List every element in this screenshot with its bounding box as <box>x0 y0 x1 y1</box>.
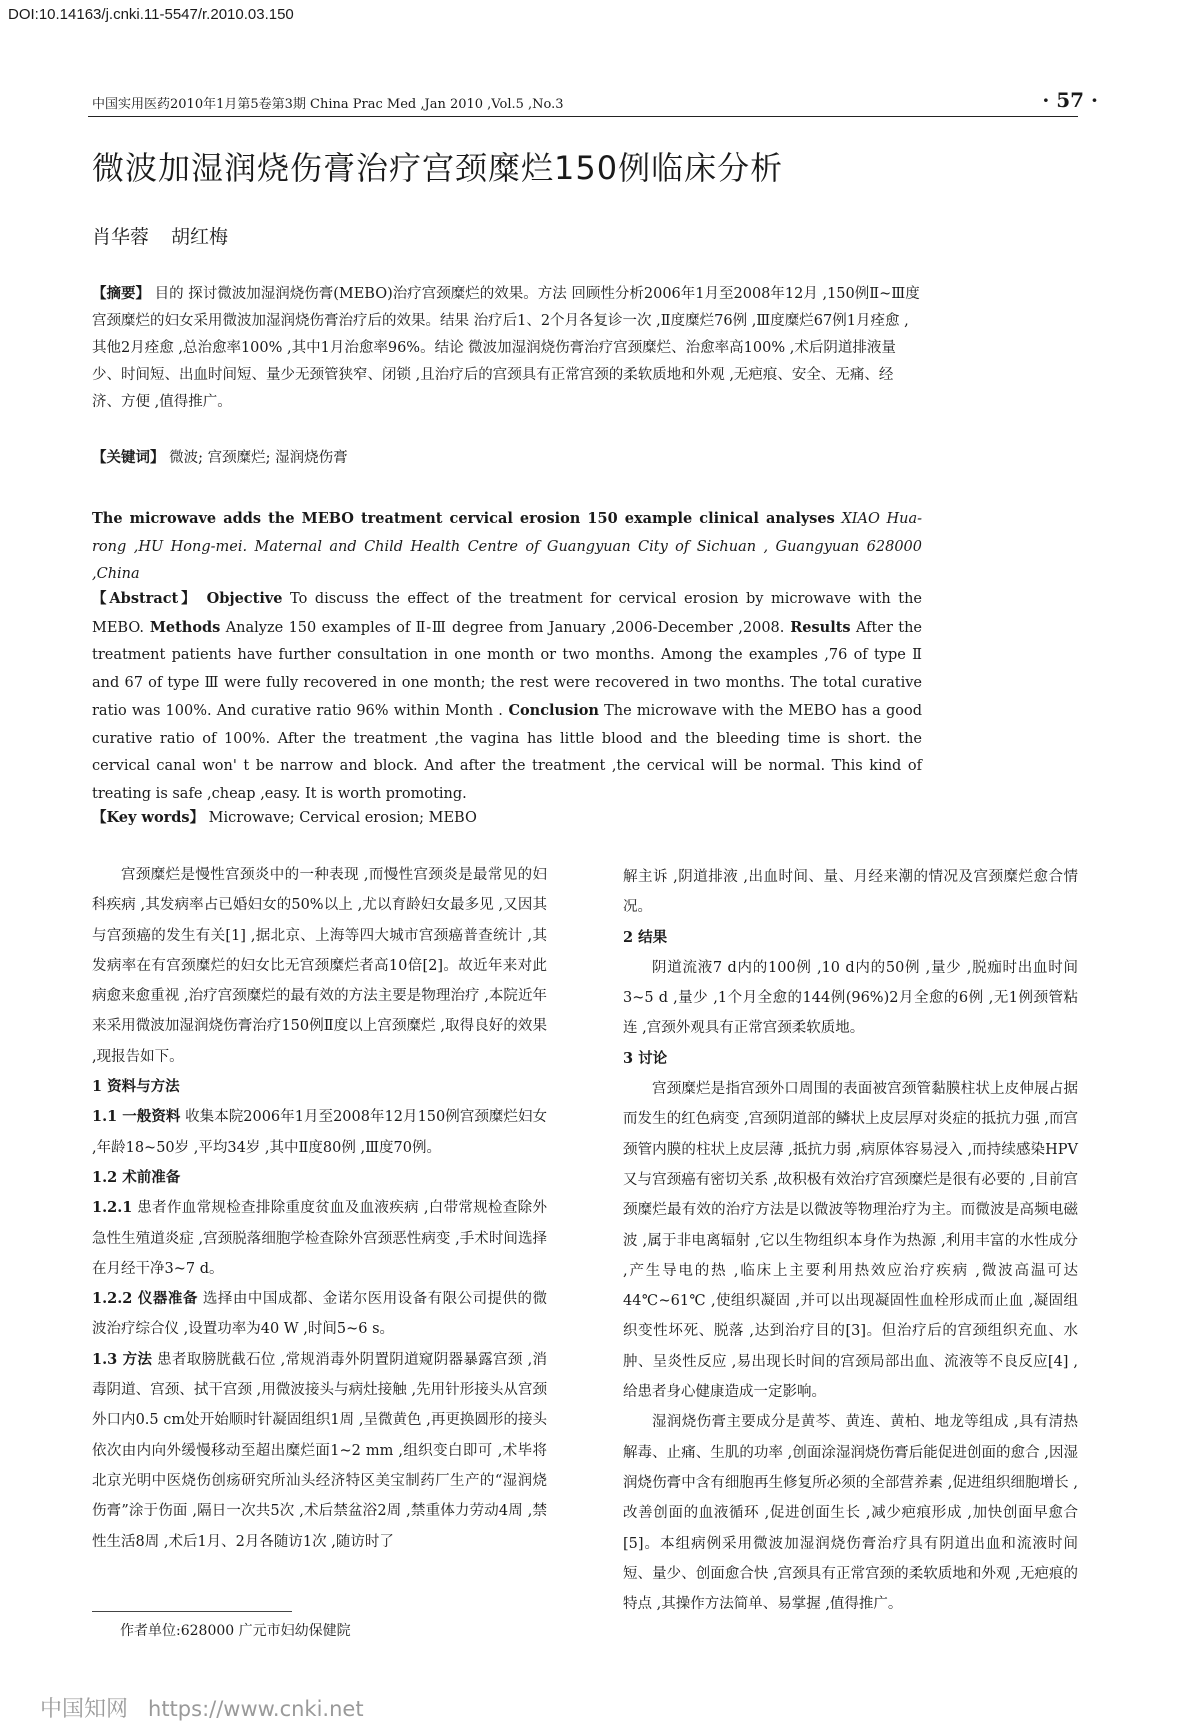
keywords-en-label: 【Key words】 <box>92 809 205 826</box>
abstract-label: 【摘要】 <box>92 285 150 302</box>
body-column-left <box>92 860 547 1557</box>
body-column-right <box>623 862 1078 1619</box>
body-paragraph: 湿润烧伤膏主要成分是黄芩、黄连、黄柏、地龙等组成 ,具有清热解毒、止痛、生肌的功率 ,创面涂湿润烧伤膏后能促进创面的愈合 ,因湿润烧伤膏中含有细胞再生修复所必须的全部营养素 ,促进组织细胞增长 ,改善创面的血液循环 ,促进创面生长 ,减少疤痕形成 ,加快创面早愈合[5]。本组病例采用微波加湿润烧伤膏治疗具有阴道出血和流液时间短、量少、创面愈合快 ,宫颈具有正常宫颈的柔软质地和外观 ,无疤痕的特点 ,其操作方法简单、易掌握 ,值得推广。 <box>623 1414 1078 1613</box>
keywords-text: 微波; 宫颈糜烂; 湿润烧伤膏 <box>164 450 348 466</box>
abstract-text: 目的 探讨微波加湿润烧伤膏(MEBO)治疗宫颈糜烂的效果。方法 回顾性分析2006年1月至2008年12月 ,150例Ⅱ~Ⅲ度宫颈糜烂的妇女采用微波加湿润烧伤膏治疗后的效果。结果 治疗后1、2个月各复诊一次 ,Ⅱ度糜烂76例 ,Ⅲ度糜烂67例1月痊愈 ,其他2月痊愈 ,总治愈率100% ,其中1月治愈率96%。结论 微波加湿润烧伤膏治疗宫颈糜烂、治愈率高100% ,术后阴道排液量少、时间短、出血时间短、量少无颈管狭窄、闭锁 ,且治疗后的宫颈具有正常宫颈的柔软质地和外观 ,无疤痕、安全、无痛、经济、方便 ,值得推广。 <box>92 286 920 410</box>
conclusion-label: Conclusion <box>502 702 599 719</box>
author-list <box>92 222 228 249</box>
watermark-url[interactable]: https://www.cnki.net <box>148 1697 364 1721</box>
body-paragraph: 阴道流液7 d内的100例 ,10 d内的50例 ,量少 ,脱痂时出血时间3~5 d ,量少 ,1个月全愈的144例(96%)2月全愈的6例 ,无1例颈管粘连 ,宫颈外观具有正常宫颈柔软质地。 <box>623 959 1078 1037</box>
results-label: Results <box>784 618 851 636</box>
objective-label: Objective <box>198 590 283 607</box>
paragraph-text: 选择由中国成都、金诺尔医用设备有限公司提供的微波治疗综合仪 ,设置功率为40 W ,时间5~6 s。 <box>92 1291 547 1338</box>
english-title: The microwave adds the MEBO treatment cervical erosion 150 example clinical analyses <box>92 510 835 527</box>
keywords-en-text: Microwave; Cervical erosion; MEBO <box>204 810 477 826</box>
paragraph-text: 患者作血常规检查排除重度贫血及血液疾病 ,白带常规检查除外急性生殖道炎症 ,宫颈脱落细胞学检查除外宫颈恶性病变 ,手术时间选择在月经干净3~7 d。 <box>92 1200 547 1277</box>
keywords-label: 【关键词】 <box>92 449 165 466</box>
body-paragraph <box>92 1102 547 1163</box>
body-paragraph <box>92 1345 547 1557</box>
section-heading: 1 资料与方法 <box>92 1078 180 1096</box>
section-heading: 3 讨论 <box>623 1049 668 1067</box>
subsection-label: 1.2.1 <box>92 1199 133 1217</box>
subsection-label: 1.3 方法 <box>92 1350 153 1368</box>
paper-title: 微波加湿润烧伤膏治疗宫颈糜烂150例临床分析 <box>92 149 784 187</box>
methods-text: Analyze 150 examples of Ⅱ-Ⅲ degree from January ,2006-December ,2008. <box>220 619 785 636</box>
watermark-logo: 中国知网 <box>40 1697 129 1722</box>
results-text: After the treatment patients have further consultation in one month or two months. Among the examples ,76 of type Ⅱ and 67 of type Ⅲ were fully recovered in one month; the rest were recovered in two months. The total curative ratio was 100%. And curative ratio 96% within Month . <box>92 619 922 719</box>
header-divider <box>88 116 1078 117</box>
paragraph-text: 收集本院2006年1月至2008年12月150例宫颈糜烂妇女 ,年龄18~50岁 ,平均34岁 ,其中Ⅱ度80例 ,Ⅲ度70例。 <box>92 1109 548 1156</box>
body-paragraph <box>92 1193 547 1284</box>
doi-line: DOI:10.14163/j.cnki.11-5547/r.2010.03.150 <box>8 6 294 23</box>
subsection-label: 1.1 一般资料 <box>92 1108 181 1126</box>
abstract-english <box>92 585 922 808</box>
cnki-watermark <box>40 1692 364 1723</box>
footnote-divider <box>92 1611 292 1612</box>
author-name: 肖华蓉 <box>92 226 150 248</box>
body-paragraph: 宫颈糜烂是指宫颈外口周围的表面被宫颈管黏膜柱状上皮伸展占据而发生的红色病变 ,宫颈阴道部的鳞状上皮层厚对炎症的抵抗力强 ,而宫颈管内膜的柱状上皮层薄 ,抵抗力弱 ,病原体容易浸入 ,而持续感染HPV又与宫颈癌有密切关系 ,故积极有效治疗宫颈糜烂是很有必要的 ,目前宫颈糜烂最有效的治疗方法是以微波等物理治疗为主。而微波是高频电磁波 ,属于非电离辐射 ,它以生物组织本身作为热源 ,利用丰富的水性成分 ,产生导电的热 ,临床上主要利用热效应治疗疾病 ,微波高温可达44℃~61℃ ,使组织凝固 ,并可以出现凝固性血栓形成而止血 ,凝固组织变性坏死、脱落 ,达到治疗目的[3]。但治疗后的宫颈组织充血、水肿、呈炎性反应 ,易出现长时间的宫颈局部出血、流液等不良反应[4] ,给患者身心健康造成一定影响。 <box>623 1081 1078 1401</box>
subsection-heading: 1.2 术前准备 <box>92 1168 181 1186</box>
keywords-chinese <box>92 444 922 472</box>
methods-label: Methods <box>144 618 221 636</box>
subsection-label: 1.2.2 仪器准备 <box>92 1290 198 1308</box>
running-header: 中国实用医药2010年1月第5卷第3期 China Prac Med ,Jan 2010 ,Vol.5 ,No.3 <box>92 97 564 112</box>
conclusion-text: The microwave with the MEBO has a good curative ratio of 100%. After the treatment ,the vagina has little blood and the bleeding time is short. the cervical canal won' t be narrow and block. And after the treatment ,the cervical will be normal. This kind of treating is safe ,cheap ,easy. It is worth promoting. <box>92 703 922 802</box>
paragraph-text: 患者取膀胱截石位 ,常规消毒外阴置阴道窥阴器暴露宫颈 ,消毒阴道、宫颈、拭干宫颈 ,用微波接头与病灶接触 ,先用针形接头从宫颈外口内0.5 cm处开始顺时针凝固组织1周 ,呈微黄色 ,再更换圆形的接头依次由内向外缓慢移动至超出糜烂面1~2 mm ,组织变白即可 ,术毕将北京光明中医烧伤创疡研究所汕头经济特区美宝制药厂生产的“湿润烧伤膏”涂于伤面 ,隔日一次共5次 ,术后禁盆浴2周 ,禁重体力劳动4周 ,禁性生活8周 ,术后1月、2月各随访1次 ,随访时了 <box>92 1351 547 1550</box>
intro-paragraph: 宫颈糜烂是慢性宫颈炎中的一种表现 ,而慢性宫颈炎是最常见的妇科疾病 ,其发病率占已婚妇女的50%以上 ,尤以育龄妇女最多见 ,又因其与宫颈癌的发生有关[1] ,据北京、上海等四大城市宫颈癌普查统计 ,其发病率在有宫颈糜烂的妇女比无宫颈糜烂者高10倍[2]。故近年来对此病愈来愈重视 ,治疗宫颈糜烂的最有效的方法主要是物理治疗 ,本院近年来采用微波加湿润烧伤膏治疗150例Ⅱ度以上宫颈糜烂 ,取得良好的效果 ,现报告如下。 <box>92 867 547 1065</box>
abstract-en-label: 【Abstract】 <box>92 590 199 607</box>
english-title-block <box>92 505 922 589</box>
keywords-english <box>92 804 922 833</box>
body-paragraph: 解主诉 ,阴道排液 ,出血时间、量、月经来潮的情况及宫颈糜烂愈合情况。 <box>623 869 1078 916</box>
footnote: 作者单位:628000 广元市妇幼保健院 <box>120 1623 351 1639</box>
objective-text: To discuss the effect of the treatment for cervical erosion by microwave with the MEBO. <box>92 591 922 636</box>
body-paragraph <box>92 1284 547 1345</box>
english-affiliation: XIAO Hua-rong ,HU Hong-mei. Maternal and Child Health Centre of Guangyuan City of Sichuan , Guangyuan 628000 ,China <box>92 511 923 582</box>
abstract-chinese <box>92 280 922 416</box>
page-number: · 57 · <box>1042 88 1098 112</box>
author-name: 胡红梅 <box>171 226 229 248</box>
section-heading: 2 结果 <box>623 928 668 946</box>
